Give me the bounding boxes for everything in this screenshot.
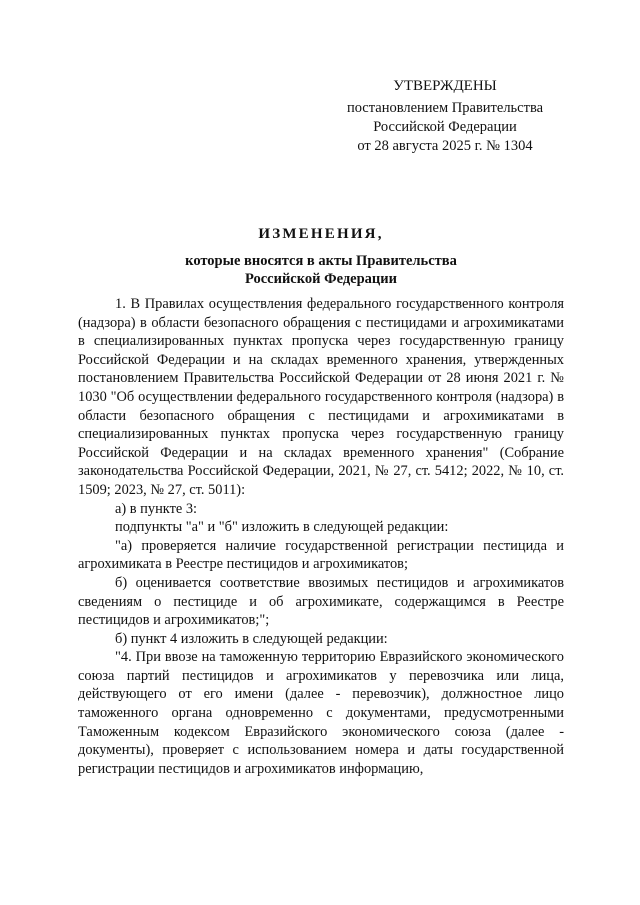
paragraph-point-4-text: "4. При ввозе на таможенную территорию Евразийского экономического союза партий пестицидов и агрохимикатов у перевозчика или лица, действующего от его имени (далее - перевозчик), должностное лицо таможенного органа одновременно с документами, предусмотренными Таможенным кодексом Евразийского экономического союза (далее - документы), проверяет с использованием номера и даты государственной регистрации пестицидов и агрохимикатов информацию, [78,649,564,777]
document-subtitle [78,252,564,288]
approval-stamp [330,77,560,156]
paragraph-subitem-b: б) пункт 4 изложить в следующей редакции: [115,630,388,647]
paragraph-subpoint-a-text: "а) проверяется наличие государственной регистрации пестицида и агрохимиката в Реестре пестицидов и агрохимикатов; [78,537,564,573]
subtitle-line-1: которые вносятся в акты Правительства [185,253,457,269]
document-title: ИЗМЕНЕНИЯ, [258,226,384,242]
approval-heading: УТВЕРЖДЕНЫ [393,78,497,94]
subtitle-line-2: Российской Федерации [244,271,397,287]
paragraph-subitem-a: а) в пункте 3: [115,500,198,517]
paragraph-item-1: 1. В Правилах осуществления федерального государственного контроля (надзора) в области безопасного обращения с пестицидами и агрохимикатами в специализированных пунктах пропуска через государственную границу Российской Федерации и на складах временного хранения, утвержденных постановлением Правительства Российской Федерации от 28 июня 2021 г. № 1030 "Об осуществлении федерального государственного контроля (надзора) в области безопасного обращения с пестицидами и агрохимикатами в специализированных пунктах пропуска через государственную границу Российской Федерации и на складах временного хранения" (Собрание законодательства Российской Федерации, 2021, № 27, ст. 5412; 2022, № 10, ст. 1509; 2023, № 27, ст. 5011): [78,296,564,498]
document-body [78,295,564,778]
approval-line-3: от 28 августа 2025 г. № 1304 [357,138,533,154]
paragraph-subpoints-instruction: подпункты "а" и "б" изложить в следующей редакции: [115,519,449,536]
approval-line-2: Российской Федерации [373,119,517,135]
document-heading [78,224,564,288]
approval-line-1: постановлением Правительства [346,100,544,116]
paragraph-subpoint-b-text: б) оценивается соответствие ввозимых пестицидов и агрохимикатов сведениям о пестициде и об агрохимикате, содержащимся в Реестре пестицидов и агрохимикатов;"; [78,574,564,629]
